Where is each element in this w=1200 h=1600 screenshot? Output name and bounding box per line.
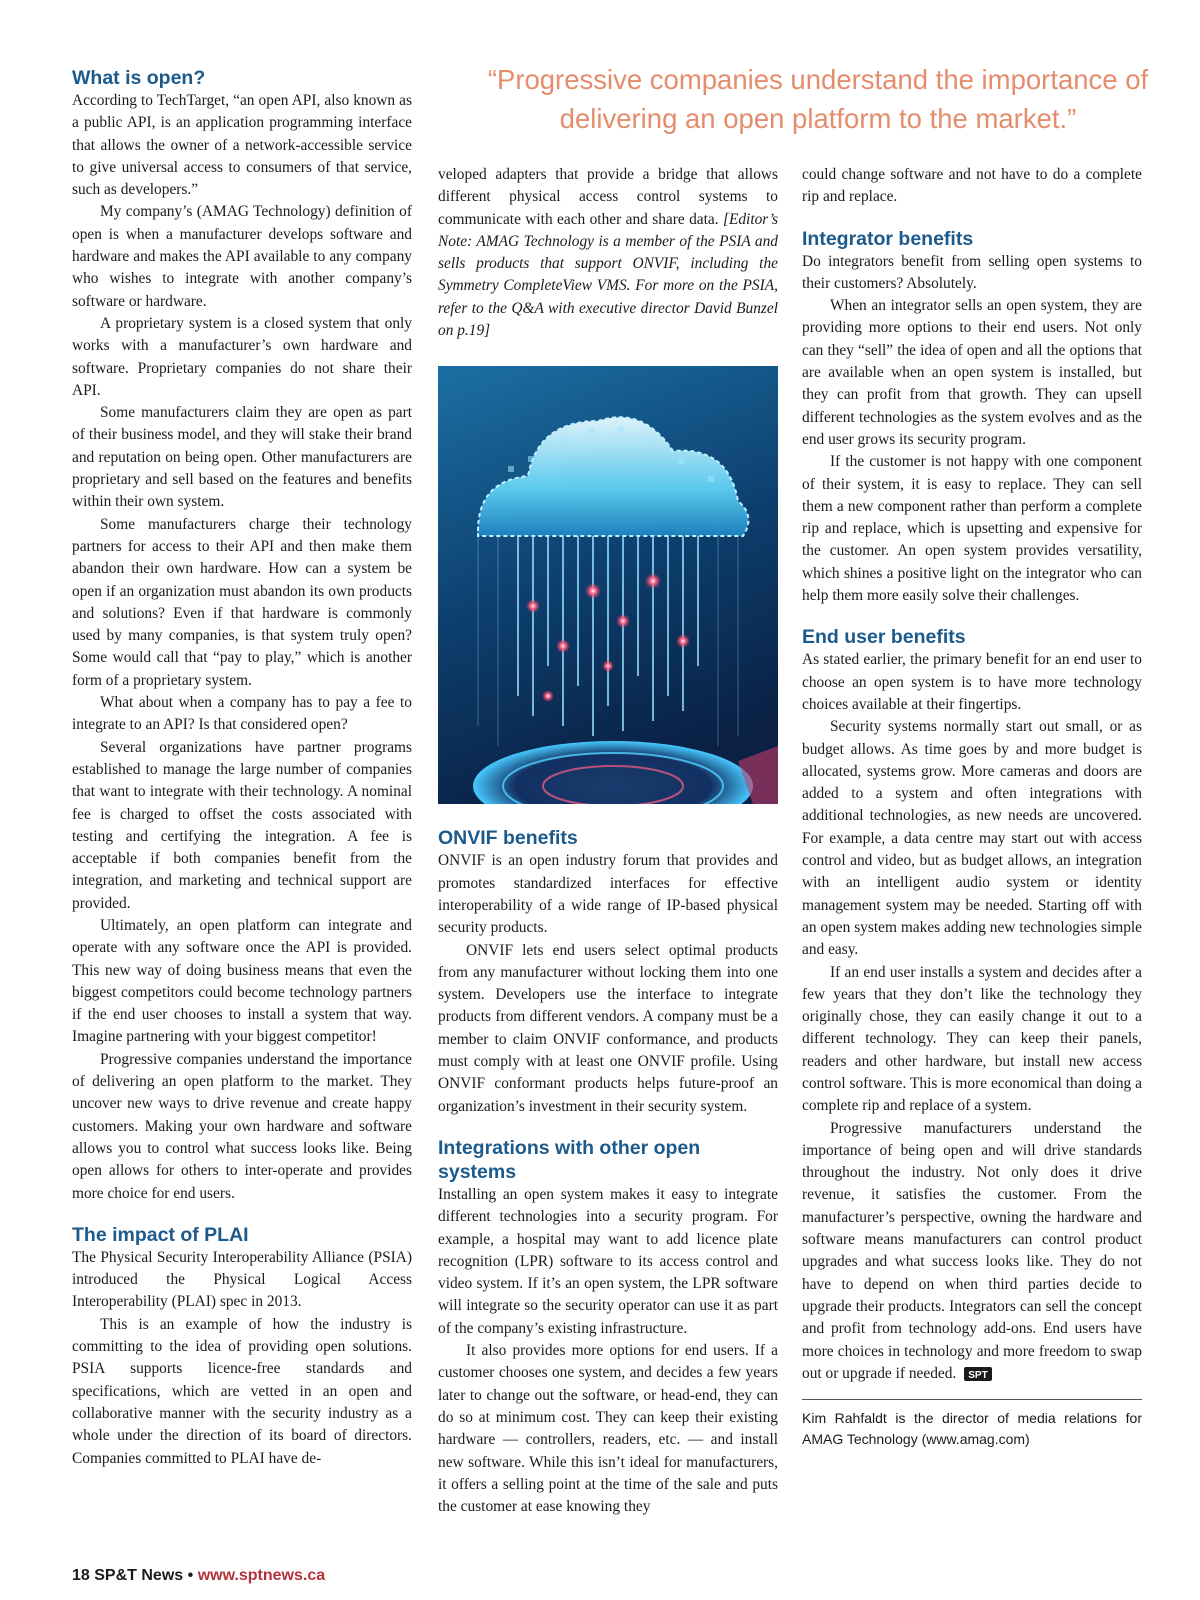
column-2	[438, 164, 778, 1518]
paragraph: Ultimately, an open platform can integrate and operate with any software once the API is provided. This new way of doing business means that even the biggest competitors could become technology partners if the end user chooses to install a system that way. Imagine partnering with your biggest competitor!	[72, 916, 412, 1046]
paragraph: Several organizations have partner programs established to manage the large number of companies that want to integrate with their technology. A nominal fee is charged to offset the costs associated with testing and certifying the integration. A fee is acceptable if both companies benefit from the integration, and marketing and technical support are provided.	[72, 738, 412, 912]
paragraph: When an integrator sells an open system, they are providing more options to their end users. Not only can they “sell” the idea of open and all the options that are available when an open system is installed, but they can profit from that growth. They can upsell different technologies as the system evolves and as the end user grows its security program.	[802, 297, 1142, 448]
page-footer	[72, 1567, 325, 1585]
paragraph: Installing an open system makes it easy to integrate different technologies into a security program. For example, a hospital may want to add licence plate recognition (LPR) software to its access control and video system. If it’s an open system, the LPR software will integrate so the security operator can use it as part of the company’s existing infrastructure.	[438, 1185, 778, 1337]
paragraph: A proprietary system is a closed system that only works with a manufacturer’s own hardware and software. Proprietary companies do not share their API.	[72, 314, 412, 399]
paragraph: Security systems normally start out small, or as budget allows. As time goes by and more budget is allocated, systems grow. More cameras and doors are added to a system and often integrations with additional technologies, as new needs are uncovered. For example, a data centre may start out with access control and video, but as budget allows, an integration with an intelligent audio system or identity management system may be needed. Starting off with an open system makes adding new technologies simple and easy.	[802, 718, 1142, 959]
page-number: 18	[72, 1567, 90, 1584]
author-bio: Kim Rahfaldt is the director of media relations for AMAG Technology (www.amag.com)	[802, 1410, 1142, 1448]
column-1	[72, 66, 412, 1470]
spt-end-mark-icon	[964, 1367, 992, 1381]
paragraph: could change software and not have to do a complete rip and replace.	[802, 166, 1142, 206]
paragraph: What about when a company has to pay a fee to integrate to an API? Is that considered open?	[72, 694, 412, 734]
paragraph: ONVIF is an open industry forum that provides and promotes standardized interfaces for effective interoperability of a wide range of IP-based physical security products.	[438, 852, 778, 937]
paragraph	[802, 1118, 1142, 1386]
paragraph: Some manufacturers charge their technology partners for access to their API and then make them abandon their own hardware. How can a system be open if an organization must abandon its own products and solutions? Even if that hardware is commonly used by many companies, is that system truly open? Some would call that “pay to play,” which is another form of a proprietary system.	[72, 515, 412, 689]
heading-onvif-benefits: ONVIF benefits	[438, 827, 578, 850]
footer-bullet: •	[187, 1567, 194, 1584]
heading-impact-of-plai: The impact of PLAI	[72, 1223, 249, 1246]
paragraph: My company’s (AMAG Technology) definition of open is when a manufacturer develops software and hardware and makes the API available to any company who wishes to integrate with another company’s software or hardware.	[72, 203, 412, 310]
paragraph: The Physical Security Interoperability Alliance (PSIA) introduced the Physical Logical Access Interoperability (PLAI) spec in 2013.	[72, 1248, 412, 1311]
column-3	[802, 164, 1142, 1450]
paragraph: If the customer is not happy with one component of their system, it is easy to replace. They can sell them a new component rather than perform a complete rip and replace, which is upsetting and expensive for the customer. An open system provides versatility, which shines a positive light on the integrator who can help them more easily solve their challenges.	[802, 453, 1142, 605]
paragraph	[438, 164, 778, 342]
divider	[802, 1399, 1142, 1400]
heading-end-user-benefits: End user benefits	[802, 626, 966, 649]
paragraph-text: veloped adapters that provide a bridge that allows different physical access control systems to communicate with each other and share data.	[438, 166, 778, 228]
paragraph: If an end user installs a system and decides after a few years that they don’t like the technology they originally chose, they can easily change it out to a different technology. They can keep their panels, readers and other hardware, but install new access control software. This is more economical than doing a complete rip and replace of a system.	[802, 963, 1142, 1115]
paragraph: As stated earlier, the primary benefit for an end user to choose an open system is to have more technology choices available at their fingertips.	[802, 651, 1142, 713]
paragraph-text: Progressive manufacturers understand the importance of being open and will drive standards throughout the industry. Not only does it drive revenue, it satisfies the customer. From the manufacturer’s perspective, owning the hardware and software means manufacturers can control product upgrades and what success looks like. They do not have to depend on when third parties decide to upgrade their products. Integrators can sell the concept and profit from technology add-ons. End users have more choices in technology and more freedom to swap out or upgrade if needed.	[802, 1119, 1142, 1382]
paragraph: It also provides more options for end users. If a customer chooses one system, and decides a few years later to change out the software, or head-end, they can do so at minimum cost. They can keep their existing hardware — controllers, readers, etc. — and install new software. While this isn’t ideal for manufacturers, it offers a selling point at the time of the sale and puts the customer at ease knowing they	[438, 1342, 778, 1516]
publication-name: SP&T News	[94, 1567, 184, 1584]
heading-integrations-open-systems: Integrations with other open systems	[438, 1136, 701, 1183]
heading-integrator-benefits: Integrator benefits	[802, 227, 974, 250]
paragraph: ONVIF lets end users select optimal products from any manufacturer without locking them into one system. Developers use the interface to integrate products from different vendors. A company must be a member to claim ONVIF conformance, and products must comply with at least one ONVIF profile. Using ONVIF conformant products helps future-proof an organization’s investment in their security system.	[438, 941, 778, 1115]
paragraph: According to TechTarget, “an open API, also known as a public API, is an application programming interface that allows the owner of a network-accessible service to give universal access to consumers of that service, such as developers.”	[72, 92, 412, 199]
editors-note: [Editor’s Note: AMAG Technology is a member of the PSIA and sells products that support ONVIF, including the Symmetry CompleteView VMS. For more on the PSIA, refer to the Q&A with executive director David Bunzel on p.19]	[438, 210, 778, 340]
heading-what-is-open: What is open?	[72, 67, 206, 89]
publication-url[interactable]: www.sptnews.ca	[197, 1567, 326, 1584]
cloud-data-illustration	[438, 366, 778, 804]
spt-end-mark-text: SPT	[968, 1370, 989, 1382]
pull-quote: “Progressive companies understand the importance of delivering an open platform to the market.”	[487, 64, 1149, 134]
paragraph: Do integrators benefit from selling open systems to their customers? Absolutely.	[802, 252, 1142, 292]
paragraph: This is an example of how the industry is committing to the idea of providing open solutions. PSIA supports licence-free standards and specifications, which are vetted in an open and collaborative manner with the security industry as a whole under the direction of its board of directors. Companies committed to PLAI have de-	[72, 1315, 412, 1467]
paragraph: Some manufacturers claim they are open as part of their business model, and they will stake their brand and reputation on being open. Other manufacturers are proprietary and sell based on the features and benefits within their own system.	[72, 404, 412, 511]
paragraph: Progressive companies understand the importance of delivering an open platform to the market. They uncover new ways to drive revenue and create happy customers. Making your own hardware and software allows you to control what success looks like. Being open allows for others to inter-operate and provides more choice for end users.	[72, 1050, 412, 1202]
